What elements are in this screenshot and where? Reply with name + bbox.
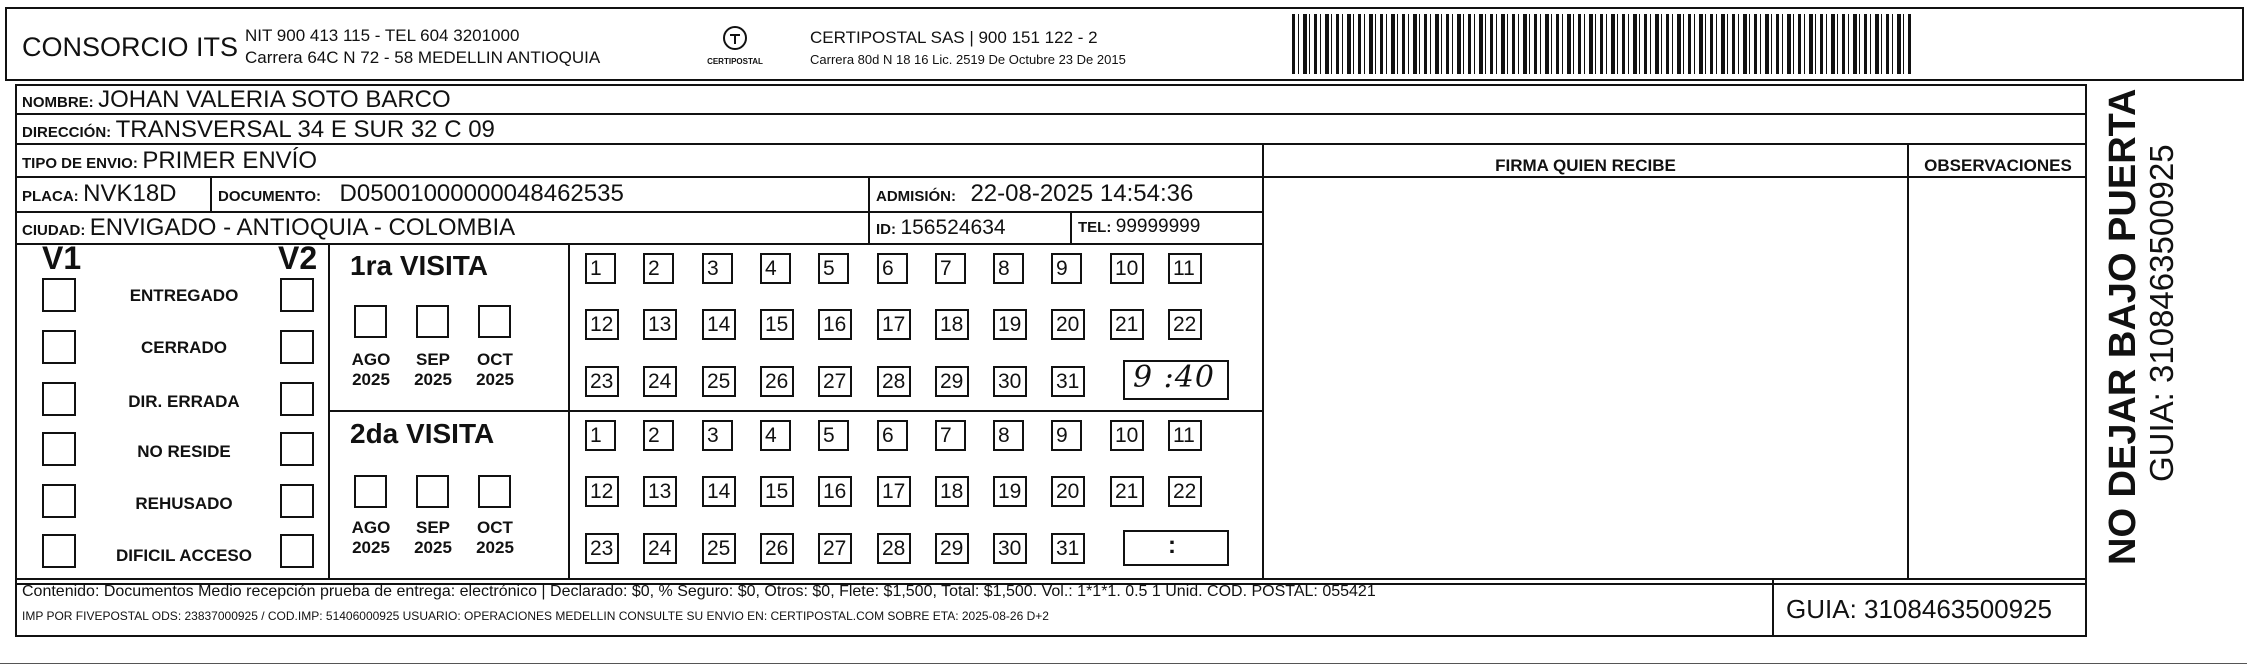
visit1-day-9[interactable]: 9 — [1051, 253, 1082, 284]
v1-checkbox-cerrado[interactable] — [42, 330, 76, 364]
visit2-month-checkbox-oct[interactable] — [478, 475, 511, 508]
v1-checkbox-dir-errada[interactable] — [42, 382, 76, 416]
v2-label: V2 — [278, 240, 318, 276]
visit2-day-14[interactable]: 14 — [702, 476, 736, 507]
visit1-day-8[interactable]: 8 — [993, 253, 1024, 284]
visit2-day-5[interactable]: 5 — [818, 420, 849, 451]
col-line — [1262, 143, 1264, 580]
visit2-day-29[interactable]: 29 — [935, 533, 969, 564]
status-label-entregado: ENTREGADO — [129, 286, 239, 305]
v2-checkbox-dificil-acceso[interactable] — [280, 534, 314, 568]
status-label-dificil-acceso: DIFICIL ACCESO — [115, 546, 252, 565]
company-name: CONSORCIO ITS — [22, 32, 239, 62]
visit1-month-sep: SEP 2025 — [414, 350, 452, 389]
side-warning: NO DEJAR BAJO PUERTA — [2102, 88, 2144, 565]
visit2-time-placeholder: : — [1168, 532, 1176, 559]
visit1-day-21[interactable]: 21 — [1110, 309, 1144, 340]
visit2-day-2[interactable]: 2 — [643, 420, 674, 451]
admission-value: 22-08-2025 14:54:36 — [970, 180, 1194, 207]
document-row — [218, 180, 624, 208]
v2-checkbox-cerrado[interactable] — [280, 330, 314, 364]
visit2-day-16[interactable]: 16 — [818, 476, 852, 507]
visit2-day-18[interactable]: 18 — [935, 476, 969, 507]
city-row — [22, 214, 515, 242]
visit1-day-2[interactable]: 2 — [643, 253, 674, 284]
observations-header: OBSERVACIONES — [1924, 156, 2072, 175]
visit1-day-7[interactable]: 7 — [935, 253, 966, 284]
document-value: D05001000000048462535 — [339, 180, 624, 207]
shipment-type-label: TIPO DE ENVIO: — [22, 155, 138, 172]
visit1-day-26[interactable]: 26 — [760, 366, 794, 397]
v1-checkbox-dificil-acceso[interactable] — [42, 534, 76, 568]
v1-checkbox-entregado[interactable] — [42, 278, 76, 312]
visit1-day-31[interactable]: 31 — [1051, 366, 1085, 397]
v1-label: V1 — [42, 240, 82, 276]
visit1-month-checkbox-oct[interactable] — [478, 305, 511, 338]
company-address: Carrera 64C N 72 - 58 MEDELLIN ANTIOQUIA — [245, 48, 601, 67]
col-line — [1907, 143, 1909, 580]
visit1-day-28[interactable]: 28 — [877, 366, 911, 397]
id-value: 156524634 — [900, 216, 1006, 239]
visit1-time-handwritten: 9 :40 — [1133, 360, 1215, 395]
visit2-day-28[interactable]: 28 — [877, 533, 911, 564]
footer-contents: Contenido: Documentos Medio recepción prueba de entrega: electrónico | Declarado: $0, % Seguro: $0, Otros: $0, Flete: $1,500, Total: $1,500. Vol.: 1*1*1. 0.5 1 Unid. COD. POSTAL: 055421 — [22, 583, 1376, 600]
v1-checkbox-rehusado[interactable] — [42, 484, 76, 518]
visit1-day-19[interactable]: 19 — [993, 309, 1027, 340]
visit2-day-8[interactable]: 8 — [993, 420, 1024, 451]
plate-row — [22, 180, 177, 208]
col-line — [328, 410, 1264, 412]
col-line — [1070, 211, 1072, 243]
row-line — [15, 176, 1264, 178]
tel-value: 99999999 — [1115, 216, 1201, 237]
visit2-month-sep: SEP 2025 — [414, 518, 452, 557]
footer-right-line — [2085, 578, 2087, 637]
plate-label: PLACA: — [22, 188, 79, 205]
visit2-day-24[interactable]: 24 — [643, 533, 677, 564]
visit1-day-5[interactable]: 5 — [818, 253, 849, 284]
company-nit: NIT 900 413 115 - TEL 604 3201000 — [245, 26, 520, 45]
visit1-day-29[interactable]: 29 — [935, 366, 969, 397]
id-label: ID: — [876, 221, 896, 238]
visit1-day-6[interactable]: 6 — [877, 253, 908, 284]
visit2-month-checkbox-sep[interactable] — [416, 475, 449, 508]
carrier-logo-icon — [721, 24, 749, 52]
visit1-day-16[interactable]: 16 — [818, 309, 852, 340]
status-label-cerrado: CERRADO — [141, 338, 227, 357]
visit2-day-1[interactable]: 1 — [585, 420, 616, 451]
visit1-day-13[interactable]: 13 — [643, 309, 677, 340]
visit2-day-17[interactable]: 17 — [877, 476, 911, 507]
city-label: CIUDAD: — [22, 222, 86, 239]
status-label-dir-errada: DIR. ERRADA — [128, 392, 240, 411]
visit2-day-23[interactable]: 23 — [585, 533, 619, 564]
cut-line — [0, 663, 2247, 664]
footer-left-line — [15, 578, 17, 637]
footer-imp: IMP POR FIVEPOSTAL ODS: 23837000925 / COD.IMP: 51406000925 USUARIO: OPERACIONES MEDELLIN CONSULTE SU ENVIO EN: CERTIPOSTAL.COM SOBRE ETA: 2025-08-26 D+2 — [22, 609, 1049, 623]
visit1-day-15[interactable]: 15 — [760, 309, 794, 340]
carrier-logo — [700, 24, 770, 68]
visit2-title: 2da VISITA — [350, 418, 495, 449]
visit1-day-30[interactable]: 30 — [993, 366, 1027, 397]
shipment-type-row — [22, 147, 317, 175]
visit1-day-14[interactable]: 14 — [702, 309, 736, 340]
visit2-day-6[interactable]: 6 — [877, 420, 908, 451]
visit2-day-15[interactable]: 15 — [760, 476, 794, 507]
visit1-month-ago: AGO 2025 — [351, 350, 391, 389]
visit1-day-18[interactable]: 18 — [935, 309, 969, 340]
admission-label: ADMISIÓN: — [876, 188, 956, 205]
visit1-day-10[interactable]: 10 — [1110, 253, 1144, 284]
address-label: DIRECCIÓN: — [22, 124, 112, 141]
name-row — [22, 86, 451, 114]
visit1-day-27[interactable]: 27 — [818, 366, 852, 397]
status-label-no-reside: NO RESIDE — [137, 442, 231, 461]
visit2-day-4[interactable]: 4 — [760, 420, 791, 451]
signature-header: FIRMA QUIEN RECIBE — [1495, 156, 1676, 175]
visit2-day-19[interactable]: 19 — [993, 476, 1027, 507]
visit2-day-31[interactable]: 31 — [1051, 533, 1085, 564]
address-row — [22, 116, 495, 144]
visit1-day-12[interactable]: 12 — [585, 309, 619, 340]
visit2-day-3[interactable]: 3 — [702, 420, 733, 451]
visit1-day-22[interactable]: 22 — [1168, 309, 1202, 340]
visit2-day-11[interactable]: 11 — [1168, 420, 1202, 451]
footer-divider — [1772, 578, 1774, 635]
v2-checkbox-no-reside[interactable] — [280, 432, 314, 466]
visit1-day-11[interactable]: 11 — [1168, 253, 1202, 284]
visit2-day-12[interactable]: 12 — [585, 476, 619, 507]
status-label-rehusado: REHUSADO — [135, 494, 233, 513]
visit2-day-26[interactable]: 26 — [760, 533, 794, 564]
row-line — [1264, 176, 2087, 178]
carrier-address: Carrera 80d N 18 16 Lic. 2519 De Octubre 23 De 2015 — [810, 52, 1126, 67]
name-value: JOHAN VALERIA SOTO BARCO — [98, 86, 451, 113]
visit1-title: 1ra VISITA — [350, 250, 488, 281]
visit2-day-13[interactable]: 13 — [643, 476, 677, 507]
visit1-day-20[interactable]: 20 — [1051, 309, 1085, 340]
tel-row — [1078, 216, 1200, 238]
visit1-day-3[interactable]: 3 — [702, 253, 733, 284]
visit2-time-box[interactable] — [1123, 530, 1229, 566]
visit2-month-oct: OCT 2025 — [476, 518, 514, 557]
row-line — [15, 578, 2087, 580]
name-label: NOMBRE: — [22, 94, 94, 111]
shipment-type-value: PRIMER ENVÍO — [142, 147, 318, 174]
footer-bottom-line — [15, 635, 2087, 637]
visit1-day-25[interactable]: 25 — [702, 366, 736, 397]
visit1-month-checkbox-sep[interactable] — [416, 305, 449, 338]
visit2-month-checkbox-ago[interactable] — [354, 475, 387, 508]
id-row — [876, 216, 1006, 240]
visit2-day-25[interactable]: 25 — [702, 533, 736, 564]
row-line — [15, 211, 1264, 213]
visit2-day-22[interactable]: 22 — [1168, 476, 1202, 507]
admission-row — [876, 180, 1193, 208]
visit2-day-10[interactable]: 10 — [1110, 420, 1144, 451]
v1-checkbox-no-reside[interactable] — [42, 432, 76, 466]
city-value: ENVIGADO - ANTIOQUIA - COLOMBIA — [89, 214, 516, 241]
side-guide: GUIA: 3108463500925 — [2143, 144, 2180, 482]
row-line — [15, 243, 1264, 245]
visit2-day-21[interactable]: 21 — [1110, 476, 1144, 507]
visit2-day-7[interactable]: 7 — [935, 420, 966, 451]
visit2-month-ago: AGO 2025 — [351, 518, 391, 557]
visit2-day-9[interactable]: 9 — [1051, 420, 1082, 451]
v2-checkbox-dir-errada[interactable] — [280, 382, 314, 416]
visit2-day-27[interactable]: 27 — [818, 533, 852, 564]
visit1-month-oct: OCT 2025 — [476, 350, 514, 389]
visit1-day-4[interactable]: 4 — [760, 253, 791, 284]
visit1-month-checkbox-ago[interactable] — [354, 305, 387, 338]
plate-value: NVK18D — [83, 180, 177, 207]
visit1-day-23[interactable]: 23 — [585, 366, 619, 397]
visit1-day-1[interactable]: 1 — [585, 253, 616, 284]
carrier-logo-text: CERTIPOSTAL — [707, 57, 763, 66]
v2-checkbox-entregado[interactable] — [280, 278, 314, 312]
tel-label: TEL: — [1078, 219, 1112, 236]
visit1-day-24[interactable]: 24 — [643, 366, 677, 397]
carrier-name: CERTIPOSTAL SAS | 900 151 122 - 2 — [810, 28, 1098, 47]
visit2-day-30[interactable]: 30 — [993, 533, 1027, 564]
visit2-day-20[interactable]: 20 — [1051, 476, 1085, 507]
footer-guide: GUIA: 3108463500925 — [1786, 594, 2052, 624]
visit1-day-17[interactable]: 17 — [877, 309, 911, 340]
document-label: DOCUMENTO: — [218, 188, 322, 205]
barcode — [1292, 14, 1912, 74]
col-line — [868, 176, 870, 243]
col-line — [210, 176, 212, 211]
address-value: TRANSVERSAL 34 E SUR 32 C 09 — [115, 116, 495, 143]
v2-checkbox-rehusado[interactable] — [280, 484, 314, 518]
